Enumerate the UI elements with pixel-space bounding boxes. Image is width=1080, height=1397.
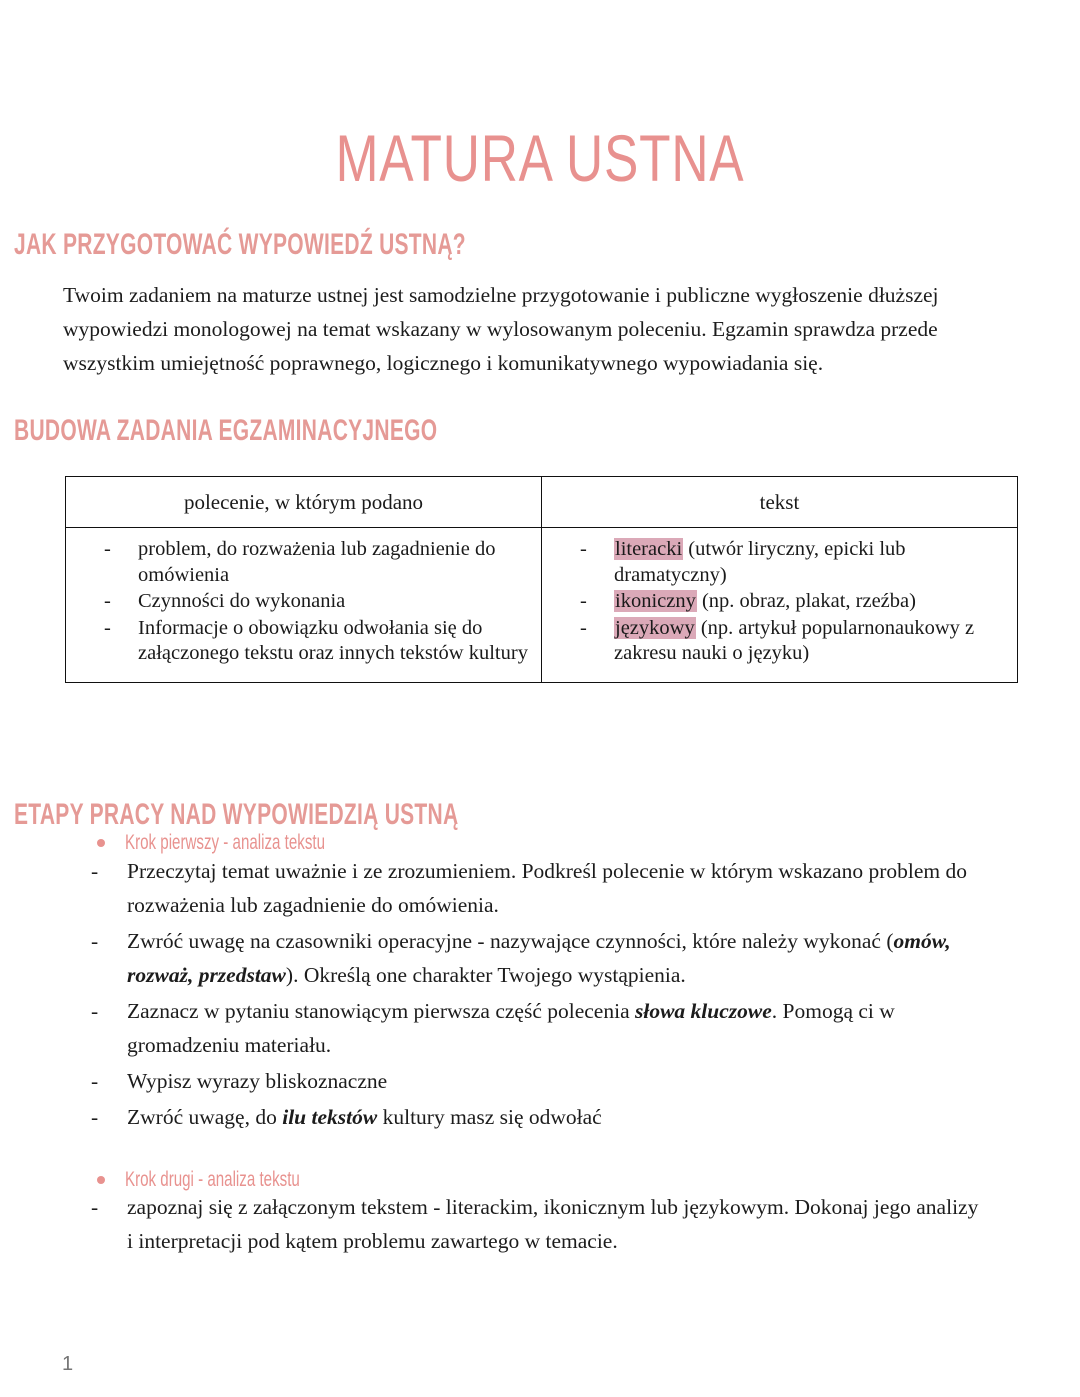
table-header-row <box>66 477 1018 528</box>
emphasis-text: omów, rozważ, przedstaw <box>127 929 951 987</box>
table-header-tekst: tekst <box>542 477 1018 528</box>
step-two-list <box>63 1190 983 1260</box>
list-item: - Zaznacz w pytaniu stanowiącym pierwsza część polecenia słowa kluczowe. Pomogą ci w gromadzeniu materiału. <box>63 994 983 1062</box>
section-heading-etapy-pracy: ETAPY PRACY NAD WYPOWIEDZIĄ USTNĄ <box>14 797 459 831</box>
step-two-label: Krok drugi - analiza tekstu <box>125 1168 300 1191</box>
section-heading-jak-przygotowac: JAK PRZYGOTOWAĆ WYPOWIEDŹ USTNĄ? <box>14 227 466 261</box>
list-item: - ikoniczny (np. obraz, plakat, rzeźba) <box>552 589 1007 615</box>
page-number: 1 <box>62 1353 74 1375</box>
list-item: - Wypisz wyrazy bliskoznaczne <box>63 1064 983 1098</box>
list-item: - zapoznaj się z załączonym tekstem - literackim, ikonicznym lub językowym. Dokonaj jego analizy i interpretacji pod kątem problemu zawartego w temacie. <box>63 1190 983 1258</box>
polecenie-list <box>76 537 531 667</box>
bullet-dot-icon <box>97 1176 105 1184</box>
list-item: - problem, do rozważenia lub zagadnienie do omówienia <box>76 537 531 588</box>
step-one-label: Krok pierwszy - analiza tekstu <box>125 831 326 854</box>
bullet-dot-icon <box>97 839 105 847</box>
list-item: - Informacje o obowiązku odwołania się do załączonego tekstu oraz innych tekstów kultury <box>76 616 531 667</box>
list-item: - Czynności do wykonania <box>76 589 531 615</box>
list-item: - literacki (utwór liryczny, epicki lub dramatyczny) <box>552 537 1007 588</box>
highlighted-term: literacki <box>615 538 683 560</box>
table-cell-polecenie <box>66 528 542 683</box>
intro-paragraph: Twoim zadaniem na maturze ustnej jest samodzielne przygotowanie i publiczne wygłoszenie dłuższej wypowiedzi monologowej na temat wskazany w wylosowanym poleceniu. Egzamin sprawdza przede wszystkim umiejętność poprawnego, logicznego i komunikatywnego wypowiadania się. <box>63 282 939 375</box>
emphasis-text: ilu tekstów <box>282 1105 378 1129</box>
exam-task-structure-table <box>65 476 1018 683</box>
tekst-list <box>552 537 1007 667</box>
highlighted-term: językowy <box>615 616 695 639</box>
page-title: MATURA USTNA <box>335 121 745 196</box>
list-item: - Zwróć uwagę na czasowniki operacyjne - nazywające czynności, które należy wykonać (omów, rozważ, przedstaw). Określą one charakter Twojego wystąpienia. <box>63 924 983 992</box>
table-row <box>66 528 1018 683</box>
list-item: - językowy (np. artykuł popularnonaukowy z zakresu nauki o języku) <box>552 616 1007 667</box>
highlighted-term: ikoniczny <box>615 590 696 612</box>
table-header-polecenie: polecenie, w którym podano <box>66 477 542 528</box>
emphasis-text: słowa kluczowe <box>635 999 772 1023</box>
list-item: - Przeczytaj temat uważnie i ze zrozumieniem. Podkreśl polecenie w którym wskazano problem do rozważenia lub zagadnienie do omówienia. <box>63 854 983 922</box>
section-heading-budowa-zadania: BUDOWA ZADANIA EGZAMINACYJNEGO <box>14 413 438 447</box>
list-item: - Zwróć uwagę, do ilu tekstów kultury masz się odwołać <box>63 1100 983 1134</box>
table-cell-tekst <box>542 528 1018 683</box>
step-one-list <box>63 854 983 1136</box>
